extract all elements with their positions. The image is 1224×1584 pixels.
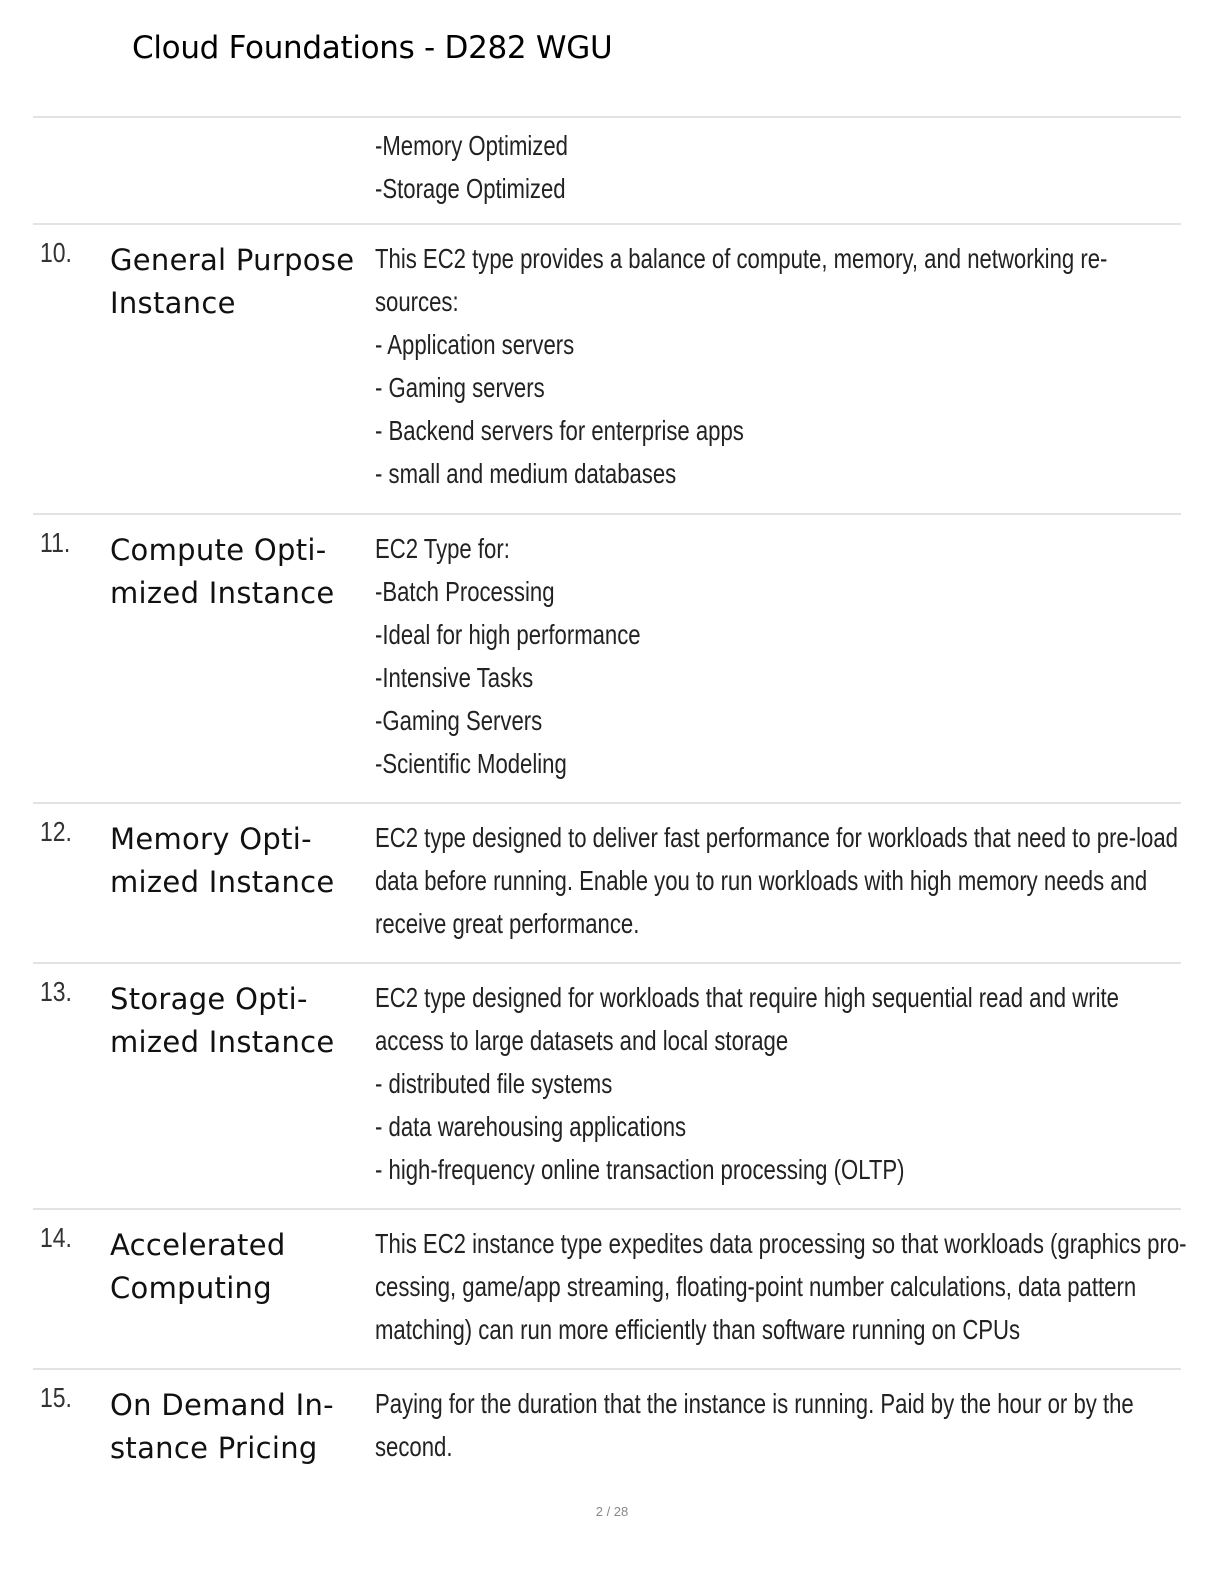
definition-line: EC2 type designed to deliver fast performance for workloads that need to pre-load (375, 822, 1178, 853)
term-row (33, 1368, 1181, 1480)
definition-line: This EC2 instance type expedites data processing so that workloads (graphics pro- (375, 1228, 1187, 1259)
term-number: 11. (40, 527, 71, 558)
definition-line: EC2 type designed for workloads that require high sequential read and write (375, 982, 1119, 1013)
definition-line: data before running. Enable you to run workloads with high memory needs and (375, 865, 1148, 896)
term-row (33, 802, 1181, 964)
term-number: 15. (40, 1382, 72, 1413)
definition-line: - data warehousing applications (375, 1111, 687, 1142)
definition-line: - high-frequency online transaction processing (OLTP) (375, 1154, 905, 1185)
definition (375, 976, 1157, 1191)
definition-line: -Scientific Modeling (375, 748, 567, 779)
term-number: 13. (40, 976, 72, 1007)
definition-line: - Application servers (375, 329, 575, 360)
definition (375, 816, 1178, 945)
term-title: Compute Opti- mized Instance (110, 533, 335, 610)
definition-line: -Memory Optimized (375, 130, 568, 161)
definition-line: Paying for the duration that the instance is running. Paid by the hour or by the (375, 1388, 1134, 1419)
term-number: 12. (40, 816, 72, 847)
term-number: 10. (40, 237, 72, 268)
definition-line: access to large datasets and local storage (375, 1025, 789, 1056)
definition (375, 1222, 1187, 1351)
term-number: 14. (40, 1222, 72, 1253)
definition-line: second. (375, 1431, 453, 1462)
term-row (33, 116, 1181, 225)
definition-line: matching) can run more efficiently than software running on CPUs (375, 1314, 1021, 1345)
term-row (33, 1208, 1187, 1370)
definition-line: -Gaming Servers (375, 705, 543, 736)
page-indicator: 2 / 28 (595, 1504, 629, 1519)
term-title: Accelerated Computing (110, 1228, 286, 1305)
definition-line: - distributed file systems (375, 1068, 613, 1099)
definition (375, 237, 1157, 495)
definition-line: - Gaming servers (375, 372, 545, 403)
term-title: General Purpose Instance (110, 243, 355, 320)
term-title: Storage Opti- mized Instance (110, 982, 335, 1059)
definition-line: sources: (375, 286, 459, 317)
definition-line: - Backend servers for enterprise apps (375, 415, 744, 446)
definition (375, 527, 1157, 785)
definition (375, 124, 1157, 210)
term-title: Memory Opti- mized Instance (110, 822, 335, 899)
term-row (33, 223, 1181, 515)
definition-line: -Batch Processing (375, 576, 555, 607)
definition-line: -Storage Optimized (375, 173, 566, 204)
definition-line: -Ideal for high performance (375, 619, 641, 650)
term-row (33, 513, 1181, 804)
page-title: Cloud Foundations - D282 WGU (132, 30, 613, 66)
term-row (33, 962, 1181, 1210)
definition-line: This EC2 type provides a balance of compute, memory, and networking re- (375, 243, 1108, 274)
term-title: On Demand In- stance Pricing (110, 1388, 334, 1465)
definition (375, 1382, 1157, 1468)
definition-line: receive great performance. (375, 908, 640, 939)
definition-line: cessing, game/app streaming, floating-point number calculations, data pattern (375, 1271, 1137, 1302)
definition-line: -Intensive Tasks (375, 662, 534, 693)
definition-line: EC2 Type for: (375, 533, 510, 564)
definition-line: - small and medium databases (375, 458, 677, 489)
